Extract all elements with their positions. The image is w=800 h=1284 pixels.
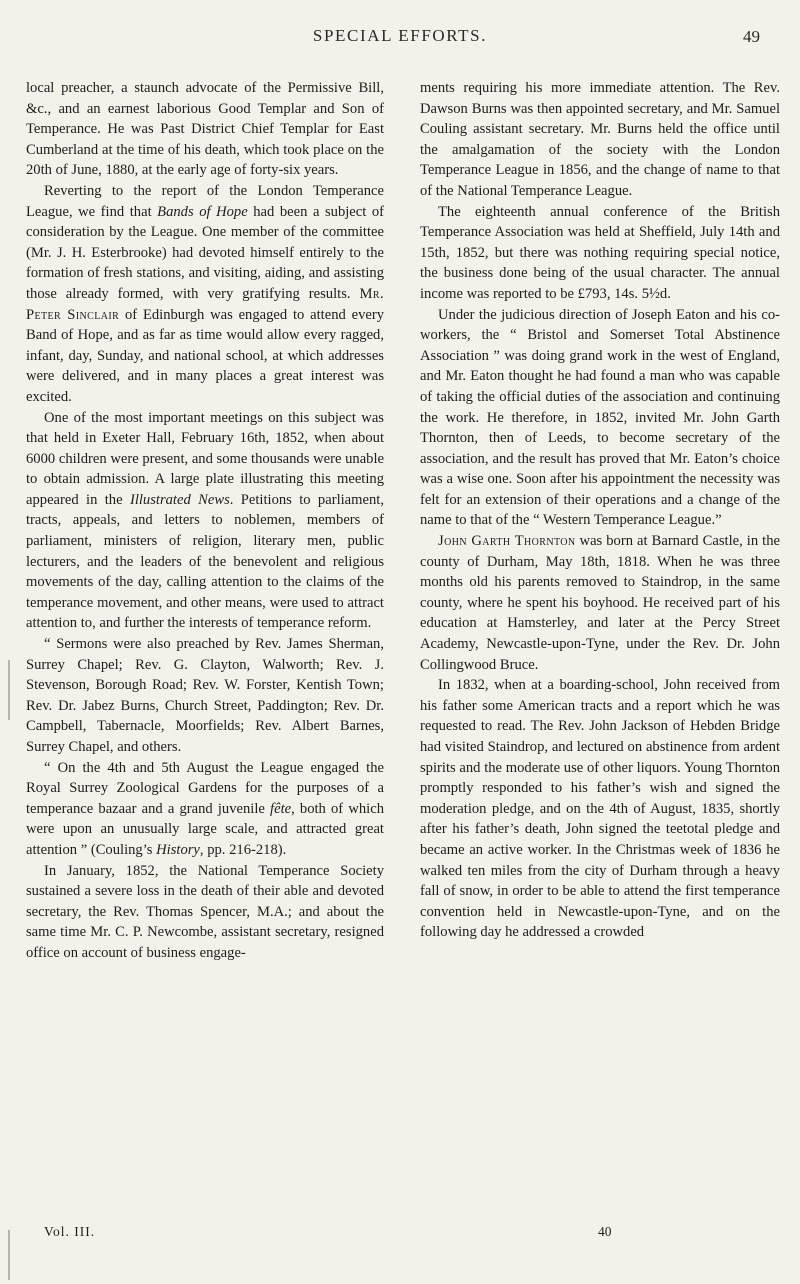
paragraph <box>26 408 384 635</box>
text-run: . Petitions to parliament, tracts, appeals, and letters to noblemen, members of parliament, ministers of religion, literary men, public lecturers, and the leaders of the benevolent and religious movements of the day, calling attention to the claims of the temperance movement, and other means, were used to attract attention to, and further the interests of temperance reform. <box>26 491 384 632</box>
paragraph: local preacher, a staunch advocate of the Permissive Bill, &c., and an earnest laborious Good Templar and Son of Temperance. He was Past District Chief Templar for East Cumberland at the time of his death, which took place on the 20th of June, 1880, at the early age of forty-six years. <box>26 80 384 179</box>
page-edge-mark <box>8 1230 10 1280</box>
paragraph: “ Sermons were also preached by Rev. James Sherman, Surrey Chapel; Rev. G. Clayton, Walworth; Rev. J. Stevenson, Borough Road; Rev. W. Forster, Kentish Town; Rev. Dr. Jabez Burns, Church Street, Paddington; Rev. Dr. Campbell, Tabernacle, Moorfields; Rev. Albert Barnes, Surrey Chapel, and others. <box>26 636 384 755</box>
paragraph: Under the judicious direction of Joseph Eaton and his co-workers, the “ Bristol and Somerset Total Abstinence Association ” was doing grand work in the west of England, and Mr. Eaton thought he had found a man who was capable of taking the official duties of the association and continuing the work. He therefore, in 1852, invited Mr. John Garth Thornton, then of Leeds, to become secretary of the association, and the result has proved that Mr. Eaton’s choice was a wise one. Soon after his appointment the necessity was felt for an extension of their operations and a change of the name to that of the “ Western Temperance League.” <box>420 306 780 529</box>
italic-title: History <box>156 841 200 858</box>
text-run: had been a subject of consideration by the League. One member of the committee (Mr. J. H. Esterbrooke) had devoted himself entirely to the formation of fresh stations, and visiting, aiding, and assisting those already formed, with very gratifying results. <box>26 203 384 302</box>
text-run: , pp. 216-218). <box>199 841 287 858</box>
text-run: was born at Barnard Castle, in the county of Durham, May 18th, 1818. When he was three months old his parents removed to Staindrop, in the same county, where he spent his boyhood. He received part of his education at Hamsterley, and later at the Percy Street Academy, Newcastle-upon-Tyne, under the Rev. Dr. John Collingwood Bruce. <box>420 533 780 673</box>
left-column <box>26 78 384 964</box>
paragraph: ments requiring his more immediate attention. The Rev. Dawson Burns was then appointed secretary, and Mr. Samuel Couling assistant secretary. Mr. Burns held the office until the amalgamation of the society with the London Temperance League in 1856, and the change of name to that of the National Temperance League. <box>420 80 780 199</box>
small-caps-name: John Garth Thornton <box>438 533 576 550</box>
small-caps-name: Mr. Peter Sinclair <box>26 285 384 323</box>
text-run: Reverting to the report of the London Temperance League, we find that <box>26 182 384 220</box>
volume-label: Vol. III. <box>44 1224 96 1239</box>
text-run: , both of which were upon an unusually large scale, and attracted great attention ” (Couling’s <box>26 800 384 858</box>
signature-mark: 40 <box>598 1224 612 1239</box>
page-number: 49 <box>743 27 760 46</box>
running-title: SPECIAL EFFORTS. <box>312 26 488 45</box>
paragraph <box>26 181 384 408</box>
text-run: of Edinburgh was engaged to attend every Band of Hope, and as far as time would allow every ragged, infant, day, Sunday, and national school, at which addresses were delivered, and in many places a great interest was excited. <box>26 306 385 405</box>
italic-title: Bands of Hope <box>157 203 248 220</box>
paragraph <box>26 758 384 861</box>
italic-title: Illustrated News <box>129 491 230 508</box>
italic-word: fête <box>270 800 292 817</box>
page-edge-mark <box>8 660 10 720</box>
right-column <box>420 78 780 943</box>
paragraph: The eighteenth annual conference of the British Temperance Association was held at Sheffield, July 14th and 15th, 1852, but there was nothing requiring special notice, the business done being of the usual character. The annual income was reported to be £793, 14s. 5½d. <box>420 203 780 302</box>
text-run: One of the most important meetings on this subject was that held in Exeter Hall, February 16th, 1852, when about 6000 children were present, and some thousands were unable to obtain admission. A large plate illustrating this meeting appeared in the <box>26 409 384 508</box>
paragraph: In January, 1852, the National Temperance Society sustained a severe loss in the death of their able and devoted secretary, the Rev. Thomas Spencer, M.A.; and about the same time Mr. C. P. Newcombe, assistant secretary, resigned office on account of business engage- <box>26 862 384 961</box>
text-run: “ On the 4th and 5th August the League engaged the Royal Surrey Zoological Gardens for the purposes of a temperance bazaar and a grand juvenile <box>26 759 384 817</box>
paragraph: In 1832, when at a boarding-school, John received from his father some American tracts and a report which he was requested to read. The Rev. John Jackson of Hebden Bridge had visited Staindrop, and lectured on abstinence from ardent spirits and the moderate use of other liquors. Young Thornton promptly responded to his father’s wish and signed the moderation pledge, and on the 4th of August, 1835, shortly after his father’s death, John signed the teetotal pledge and became an active worker. In the Christmas week of 1836 he walked ten miles from the city of Durham through a heavy fall of snow, in order to be able to attend the first temperance convention held in Newcastle-upon-Tyne, and on the following day he addressed a crowded <box>420 677 780 941</box>
running-header <box>0 26 800 52</box>
paragraph <box>420 531 780 675</box>
